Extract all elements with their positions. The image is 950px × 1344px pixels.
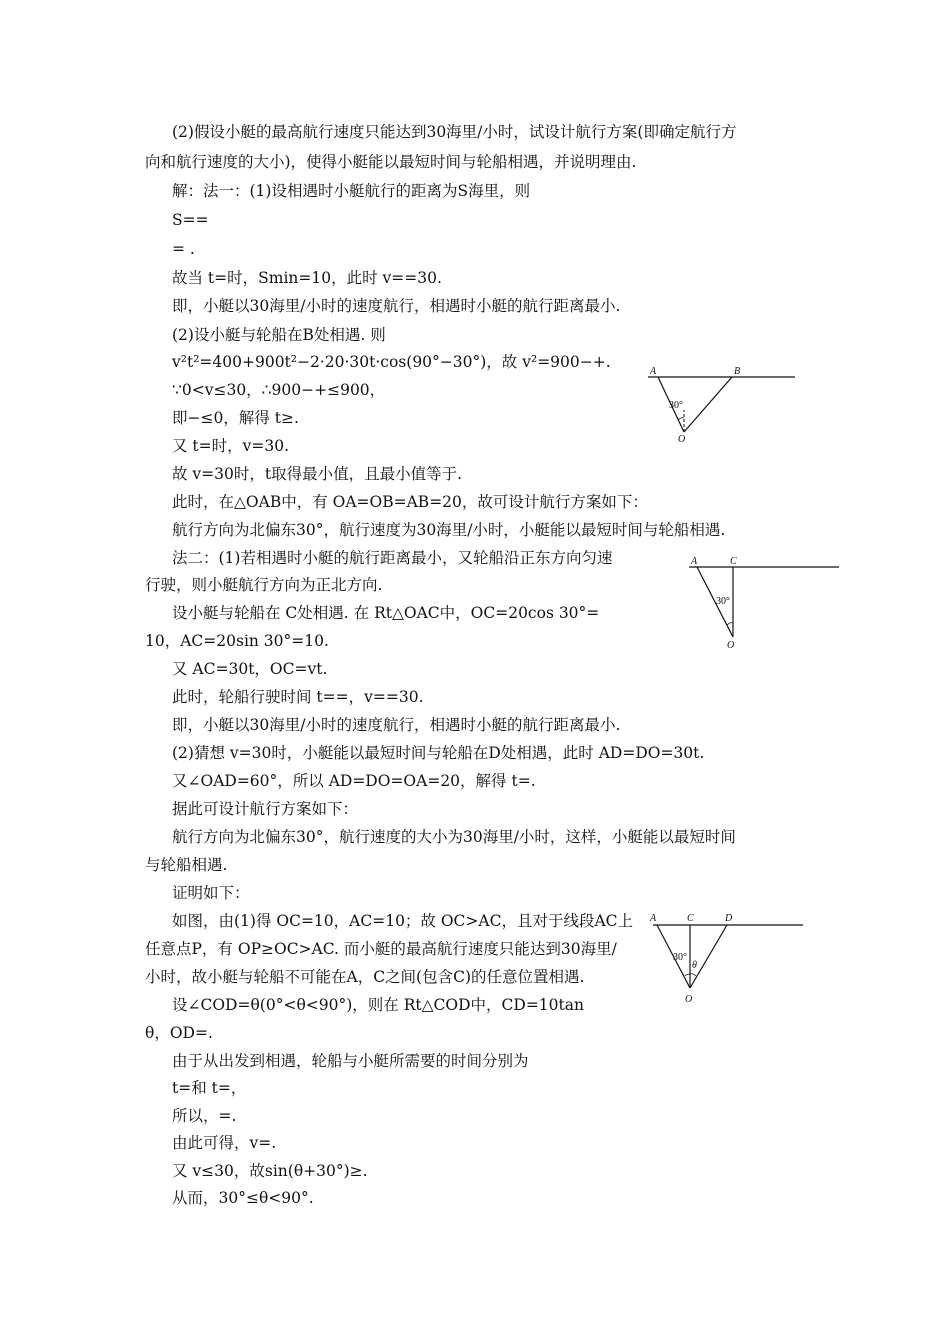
point-o-label: O xyxy=(685,994,693,1005)
text-line: 又 t=时，v=30. xyxy=(172,437,290,455)
text-line: 航行方向为北偏东30°，航行速度的大小为30海里/小时，这样，小艇能以最短时间 xyxy=(172,828,736,846)
text-line: 即，小艇以30海里/小时的速度航行，相遇时小艇的航行距离最小. xyxy=(172,716,621,734)
angle-label: 30° xyxy=(669,400,683,411)
point-o-label: O xyxy=(678,434,686,444)
text-line: (2)假设小艇的最高航行速度只能达到30海里/小时，试设计航行方案(即确定航行方 xyxy=(172,123,737,141)
text-line: v²t²=400+900t²−2·20·30t·cos(90°−30°)，故 v²=900−+. xyxy=(172,353,611,371)
text-line: θ，OD=. xyxy=(145,1024,213,1042)
point-b-label: B xyxy=(734,366,741,377)
triangle-ocd-figure xyxy=(645,910,805,1010)
point-c-label: C xyxy=(687,913,694,924)
triangle-oab-figure xyxy=(640,362,800,444)
point-o-label: O xyxy=(727,640,735,651)
point-d-label: D xyxy=(725,913,733,924)
text-line: 与轮船相遇. xyxy=(145,856,228,874)
text-line: 此时，轮船行驶时间 t==，v==30. xyxy=(172,688,424,706)
point-a-label: A xyxy=(691,556,698,567)
angle-theta-label: θ xyxy=(692,960,697,971)
text-line: 又∠OAD=60°，所以 AD=DO=OA=20，解得 t=. xyxy=(172,772,536,790)
text-line: 解：法一：(1)设相遇时小艇航行的距离为S海里，则 xyxy=(172,182,531,200)
text-line: 由于从出发到相遇，轮船与小艇所需要的时间分别为 xyxy=(172,1052,529,1070)
text-line: 即−≤0，解得 t≥. xyxy=(172,409,299,427)
text-line: 小时，故小艇与轮船不可能在A，C之间(包含C)的任意位置相遇. xyxy=(145,968,585,986)
point-c-label: C xyxy=(730,556,737,567)
text-line: 10，AC=20sin 30°=10. xyxy=(145,632,329,650)
text-line: (2)设小艇与轮船在B处相遇. 则 xyxy=(172,326,386,344)
text-line: 即，小艇以30海里/小时的速度航行，相遇时小艇的航行距离最小. xyxy=(172,297,621,315)
text-line: 此时，在△OAB中，有 OA=OB=AB=20，故可设计航行方案如下： xyxy=(172,493,648,511)
text-line: = . xyxy=(172,240,195,258)
text-line: 设小艇与轮船在 C处相遇. 在 Rt△OAC中，OC=20cos 30°= xyxy=(172,604,600,622)
text-line: 航行方向为北偏东30°，航行速度为30海里/小时，小艇能以最短时间与轮船相遇. xyxy=(172,521,726,539)
angle-30-label: 30° xyxy=(673,952,687,963)
text-line: 行驶，则小艇航行方向为正北方向. xyxy=(145,576,383,594)
text-line: 又 AC=30t，OC=vt. xyxy=(172,660,328,678)
point-a-label: A xyxy=(650,366,657,377)
text-line: S== xyxy=(172,211,209,229)
text-line: ∵0<v≤30，∴900−+≤900， xyxy=(172,381,386,399)
text-line: 由此可得，v=. xyxy=(172,1134,277,1152)
text-line: 如图，由(1)得 OC=10，AC=10；故 OC>AC，且对于线段AC上 xyxy=(172,912,634,930)
text-line: 任意点P，有 OP≥OC>AC. 而小艇的最高航行速度只能达到30海里/ xyxy=(145,940,617,958)
point-a-label: A xyxy=(650,913,657,924)
text-line: 故 v=30时，t取得最小值，且最小值等于. xyxy=(172,465,463,483)
text-line: 证明如下： xyxy=(172,884,250,902)
text-line: 向和航行速度的大小)，使得小艇能以最短时间与轮船相遇，并说明理由. xyxy=(145,153,637,171)
text-line: 法二：(1)若相遇时小艇的航行距离最小，又轮船沿正东方向匀速 xyxy=(172,549,613,567)
angle-label: 30° xyxy=(716,596,730,607)
text-line: 从而，30°≤θ<90°. xyxy=(172,1189,314,1207)
text-line: (2)猜想 v=30时，小艇能以最短时间与轮船在D处相遇，此时 AD=DO=30t. xyxy=(172,744,705,762)
text-line: 故当 t=时，Smin=10，此时 v==30. xyxy=(172,269,442,287)
text-line: 所以，=. xyxy=(172,1107,237,1125)
text-line: t=和 t=， xyxy=(172,1079,247,1097)
text-line: 据此可设计航行方案如下： xyxy=(172,800,359,818)
text-line: 设∠COD=θ(0°<θ<90°)，则在 Rt△COD中，CD=10tan xyxy=(172,996,584,1014)
text-line: 又 v≤30，故sin(θ+30°)≥. xyxy=(172,1162,368,1180)
triangle-oac-figure xyxy=(683,552,843,652)
